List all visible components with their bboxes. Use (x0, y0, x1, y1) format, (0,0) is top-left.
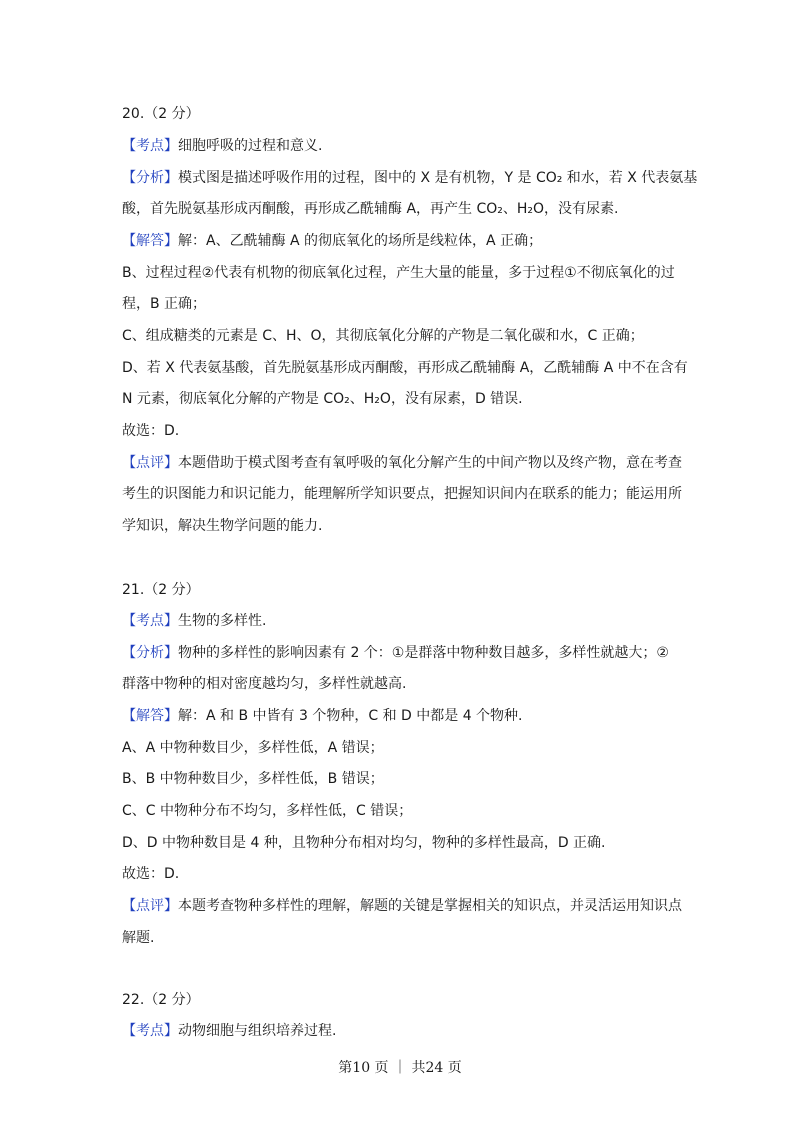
jieda-text: 解：A 和 B 中皆有 3 个物种，C 和 D 中都是 4 个物种. (178, 708, 523, 724)
q21-kaodian (122, 611, 266, 631)
q21-fenxi-line-1 (122, 643, 669, 663)
kaodian-tag: 【考点】 (122, 138, 178, 154)
q21-option-b: B、B 中物种数目少，多样性低，B 错误； (122, 771, 384, 787)
q20-fenxi-line-1 (122, 168, 697, 188)
q20-option-d-line-2: N 元素，彻底氧化分解的产物是 CO₂、H₂O，没有尿素，D 错误. (122, 391, 523, 407)
jieda-text: 解：A、乙酰辅酶 A 的彻底氧化的场所是线粒体，A 正确； (178, 233, 543, 249)
fenxi-tag: 【分析】 (122, 645, 178, 661)
dianping-tag: 【点评】 (122, 898, 178, 914)
dianping-tag: 【点评】 (122, 455, 178, 471)
q20-dianping-line-3: 学知识，解决生物学问题的能力. (122, 518, 323, 534)
dianping-text: 本题借助于模式图考查有氧呼吸的氧化分解产生的中间产物以及终产物，意在考查 (178, 455, 682, 471)
jieda-tag: 【解答】 (122, 708, 178, 724)
q22-header: 22.（2 分） (122, 992, 200, 1008)
q20-option-d-line-1: D、若 X 代表氨基酸，首先脱氨基形成丙酮酸，再形成乙酰辅酶 A，乙酰辅酶 A 中不在含有 (122, 360, 688, 376)
q21-answer: 故选：D. (122, 866, 180, 882)
q21-dianping-line-2: 解题. (122, 930, 155, 946)
q21-header: 21.（2 分） (122, 582, 200, 598)
kaodian-tag: 【考点】 (122, 613, 178, 629)
q22-kaodian (122, 1021, 336, 1041)
dianping-text: 本题考查物种多样性的理解，解题的关键是掌握相关的知识点，并灵活运用知识点 (178, 898, 682, 914)
kaodian-text: 细胞呼吸的过程和意义. (178, 138, 323, 154)
q20-dianping-line-1 (122, 453, 682, 473)
q21-dianping-line-1 (122, 896, 682, 916)
fenxi-text: 物种的多样性的影响因素有 2 个：①是群落中物种数目越多，多样性就越大；② (178, 645, 669, 661)
q20-option-b-line-1: B、过程过程②代表有机物的彻底氧化过程，产生大量的能量，多于过程①不彻底氧化的过 (122, 265, 675, 281)
q20-fenxi-line-2: 酸，首先脱氨基形成丙酮酸，再形成乙酰辅酶 A，再产生 CO₂、H₂O，没有尿素. (122, 201, 619, 217)
fenxi-text: 模式图是描述呼吸作用的过程，图中的 X 是有机物，Y 是 CO₂ 和水，若 X 代表氨基 (178, 170, 698, 186)
q21-option-d: D、D 中物种数目是 4 种，且物种分布相对均匀，物种的多样性最高，D 正确. (122, 835, 606, 851)
q20-kaodian (122, 136, 322, 156)
kaodian-text: 生物的多样性. (178, 613, 267, 629)
q20-option-b-line-2: 程，B 正确； (122, 296, 207, 312)
kaodian-text: 动物细胞与组织培养过程. (178, 1023, 337, 1039)
kaodian-tag: 【考点】 (122, 1023, 178, 1039)
q21-jieda (122, 706, 523, 726)
q21-option-a: A、A 中物种数目少，多样性低，A 错误； (122, 740, 384, 756)
q20-jieda (122, 231, 542, 251)
page-footer: 第10 页 ｜ 共24 页 (338, 1060, 462, 1076)
q21-option-c: C、C 中物种分布不均匀，多样性低，C 错误； (122, 803, 413, 819)
q20-answer: 故选：D. (122, 423, 180, 439)
q21-fenxi-line-2: 群落中物种的相对密度越均匀，多样性就越高. (122, 676, 407, 692)
q20-dianping-line-2: 考生的识图能力和识记能力，能理解所学知识要点，把握知识间内在联系的能力；能运用所 (122, 486, 682, 502)
q20-option-c: C、组成糖类的元素是 C、H、O，其彻底氧化分解的产物是二氧化碳和水，C 正确； (122, 328, 644, 344)
q20-header: 20.（2 分） (122, 106, 200, 122)
fenxi-tag: 【分析】 (122, 170, 178, 186)
jieda-tag: 【解答】 (122, 233, 178, 249)
